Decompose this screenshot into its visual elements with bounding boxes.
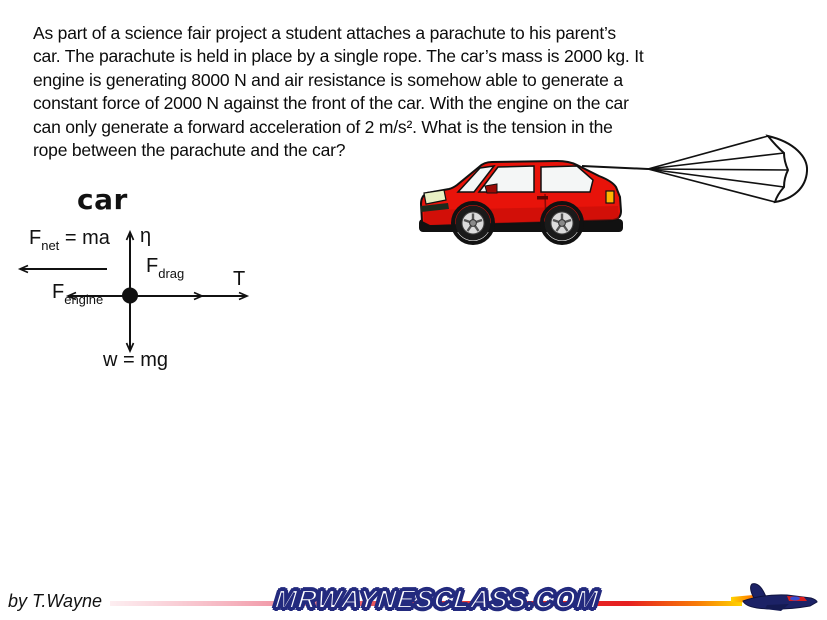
taillight: [606, 191, 614, 203]
free-body-diagram-title: car: [77, 183, 128, 216]
label-weight: w = mg: [103, 349, 169, 371]
car-image: [419, 161, 623, 243]
suspension-lines: [648, 136, 788, 202]
rear-wheel: [542, 203, 582, 243]
door-handle: [537, 196, 548, 200]
parachute-drawing: [648, 136, 807, 202]
problem-line: rope between the parachute and the car?: [33, 140, 346, 161]
jet-canopy: [790, 597, 800, 601]
car-parachute-image: [413, 120, 827, 252]
label-normal-force: η: [140, 225, 152, 247]
label-fdrag: $F_{drag}$: [146, 255, 185, 281]
problem-line: As part of a science fair project a student attaches a parachute to his parent’s: [33, 23, 616, 43]
rope: [582, 166, 648, 169]
label-fengine: $F_{engine}$: [52, 281, 104, 307]
front-wheel: [453, 203, 493, 243]
problem-line: car. The parachute is held in place by a single rope. The car’s mass is 2000 kg. It: [33, 46, 644, 67]
canopy: [768, 136, 807, 202]
label-fnet: $F_{net}$ = ma: [29, 227, 110, 253]
point-mass-dot: [122, 288, 138, 304]
jet-logo-icon: [731, 580, 819, 620]
side-mirror: [485, 184, 497, 193]
site-logo-text: MRWAYNESCLASS.COM: [273, 584, 601, 614]
problem-line: engine is generating 8000 N and air resistance is somehow able to generate a: [33, 69, 623, 90]
problem-line: can only generate a forward acceleration of 2 m/s². What is the tension in the: [33, 116, 613, 137]
problem-line: constant force of 2000 N against the front of the car. With the engine on the car: [33, 93, 629, 114]
label-tension: T: [233, 268, 246, 290]
author-byline: by T.Wayne: [8, 591, 103, 611]
